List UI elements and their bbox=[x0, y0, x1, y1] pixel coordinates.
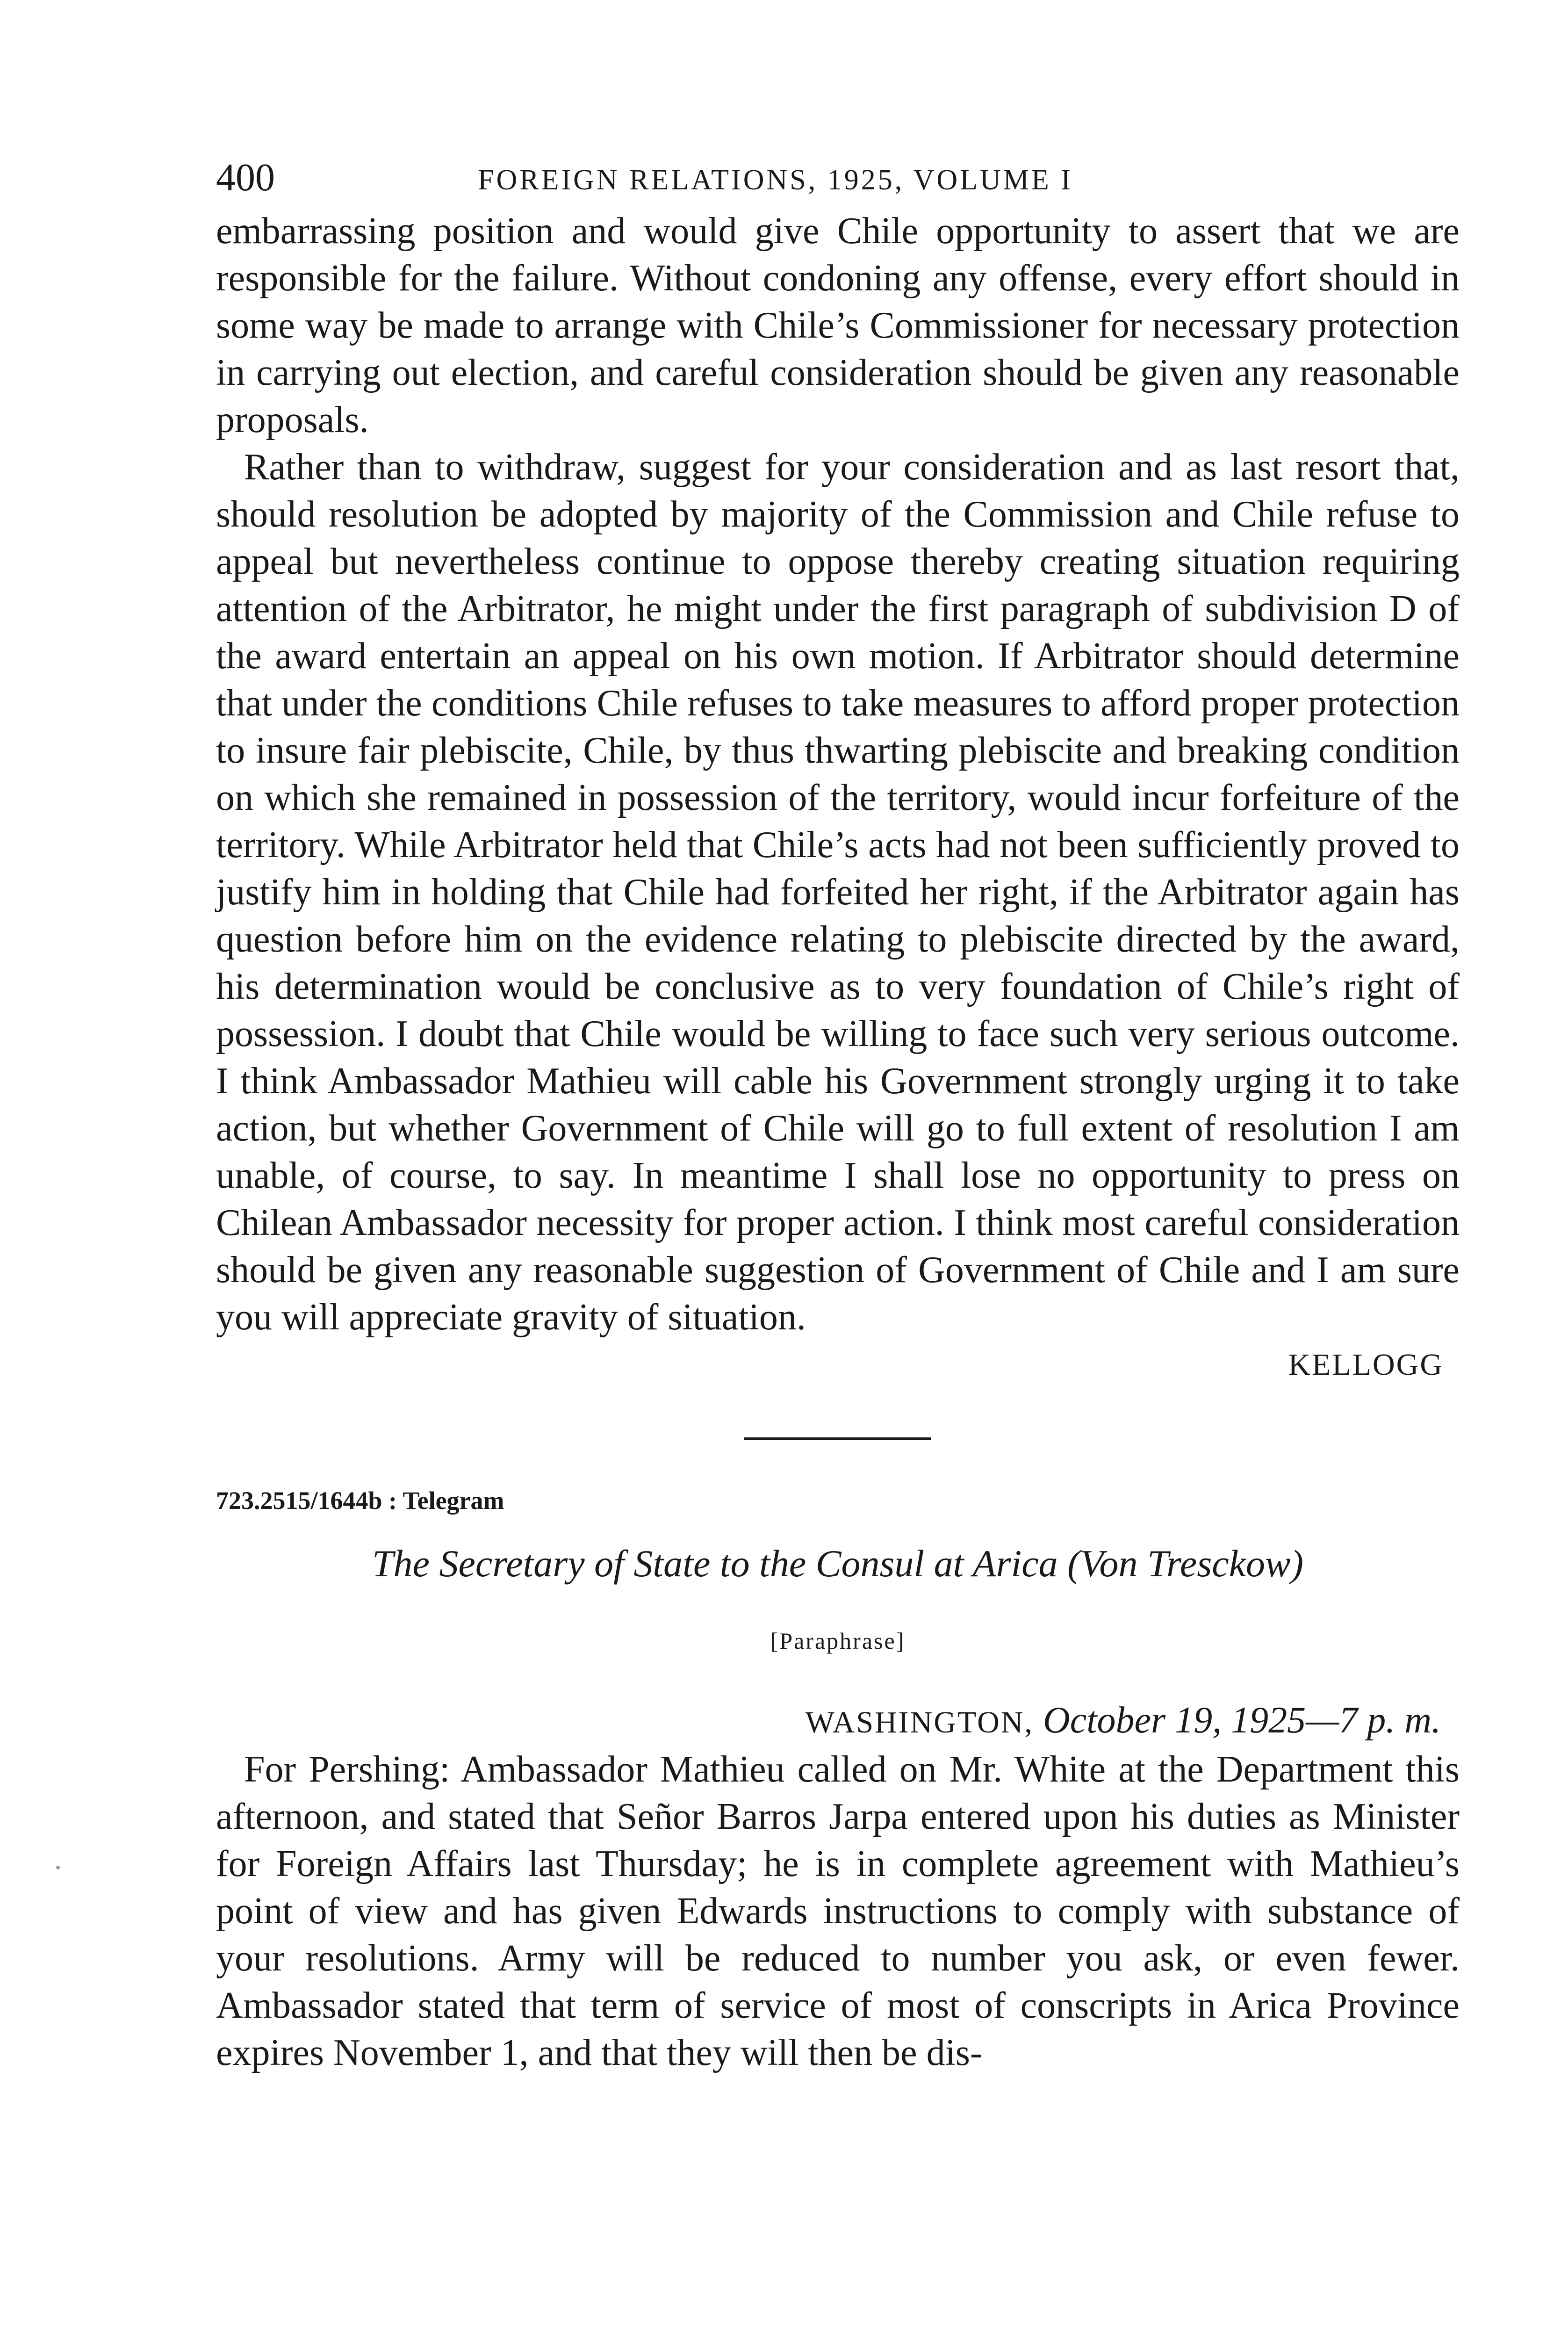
file-reference: 723.2515/1644b : Telegram bbox=[216, 1487, 504, 1515]
dateline bbox=[216, 1697, 1441, 1746]
stray-mark bbox=[56, 1866, 60, 1869]
page-header bbox=[216, 154, 1460, 206]
dateline-place: WASHINGTON, bbox=[805, 1705, 1034, 1739]
running-head: FOREIGN RELATIONS, 1925, VOLUME I bbox=[478, 164, 1073, 196]
paraphrase-note: [Paraphrase] bbox=[770, 1628, 906, 1654]
page-number: 400 bbox=[216, 156, 275, 199]
letter2-paragraph1: For Pershing: Ambassador Mathieu called on Mr. White at the Department this afternoon, and stated that Señor Barros Jarpa entered upon his duties as Minister for Foreign Affairs last Thursday; he is in complete agreement with Mathieu’s point of view and has given Edwards instructions to comply with substance of your resolutions. Army will be reduced to number you ask, or even fewer. Ambassador stated that term of service of most of conscripts in Arica Province expires November 1, and that they will then be dis- bbox=[216, 1749, 1460, 2073]
document-page bbox=[216, 154, 1460, 2077]
letter1-paragraph2: Rather than to withdraw, suggest for your consideration and as last resort that, should resolution be adopted by majority of the Commission and Chile refuse to appeal but nevertheless continue to oppose thereby creating situation requiring attention of the Arbitrator, he might under the first paragraph of subdivision D of the award entertain an appeal on his own motion. If Arbitrator should determine that under the conditions Chile refuses to take measures to afford proper protection to insure fair plebiscite, Chile, by thus thwarting plebiscite and breaking condition on which she remained in possession of the territory, would incur forfeiture of the territory. While Arbitrator held that Chile’s acts had not been sufficiently proved to justify him in holding that Chile had forfeited her right, if the Arbitrator again has question before him on the evidence relating to plebiscite directed by the award, his determination would be conclusive as to very foundation of Chile’s right of possession. I doubt that Chile would be willing to face such very serious outcome. I think Ambassador Mathieu will cable his Government strongly urging it to take action, but whether Government of Chile will go to full extent of resolution I am unable, of course, to say. In meantime I shall lose no opportunity to press on Chilean Ambassador necessity for proper action. I think most careful consideration should be given any reasonable suggestion of Government of Chile and I am sure you will appreciate gravity of situation. bbox=[216, 447, 1460, 1338]
letter1-paragraph1: embarrassing position and would give Chile opportunity to assert that we are responsible for the failure. Without condoning any offense, every effort should in some way be made to arrange with Chile’s Commissioner for necessary protection in carrying out election, and careful consideration should be given any reasonable proposals. bbox=[216, 210, 1460, 440]
document-title: The Secretary of State to the Consul at Arica (Von Tresckow) bbox=[372, 1542, 1304, 1585]
section-divider bbox=[744, 1437, 931, 1440]
signature: KELLOGG bbox=[1288, 1348, 1444, 1382]
dateline-date: October 19, 1925—7 p. m. bbox=[1043, 1700, 1441, 1741]
